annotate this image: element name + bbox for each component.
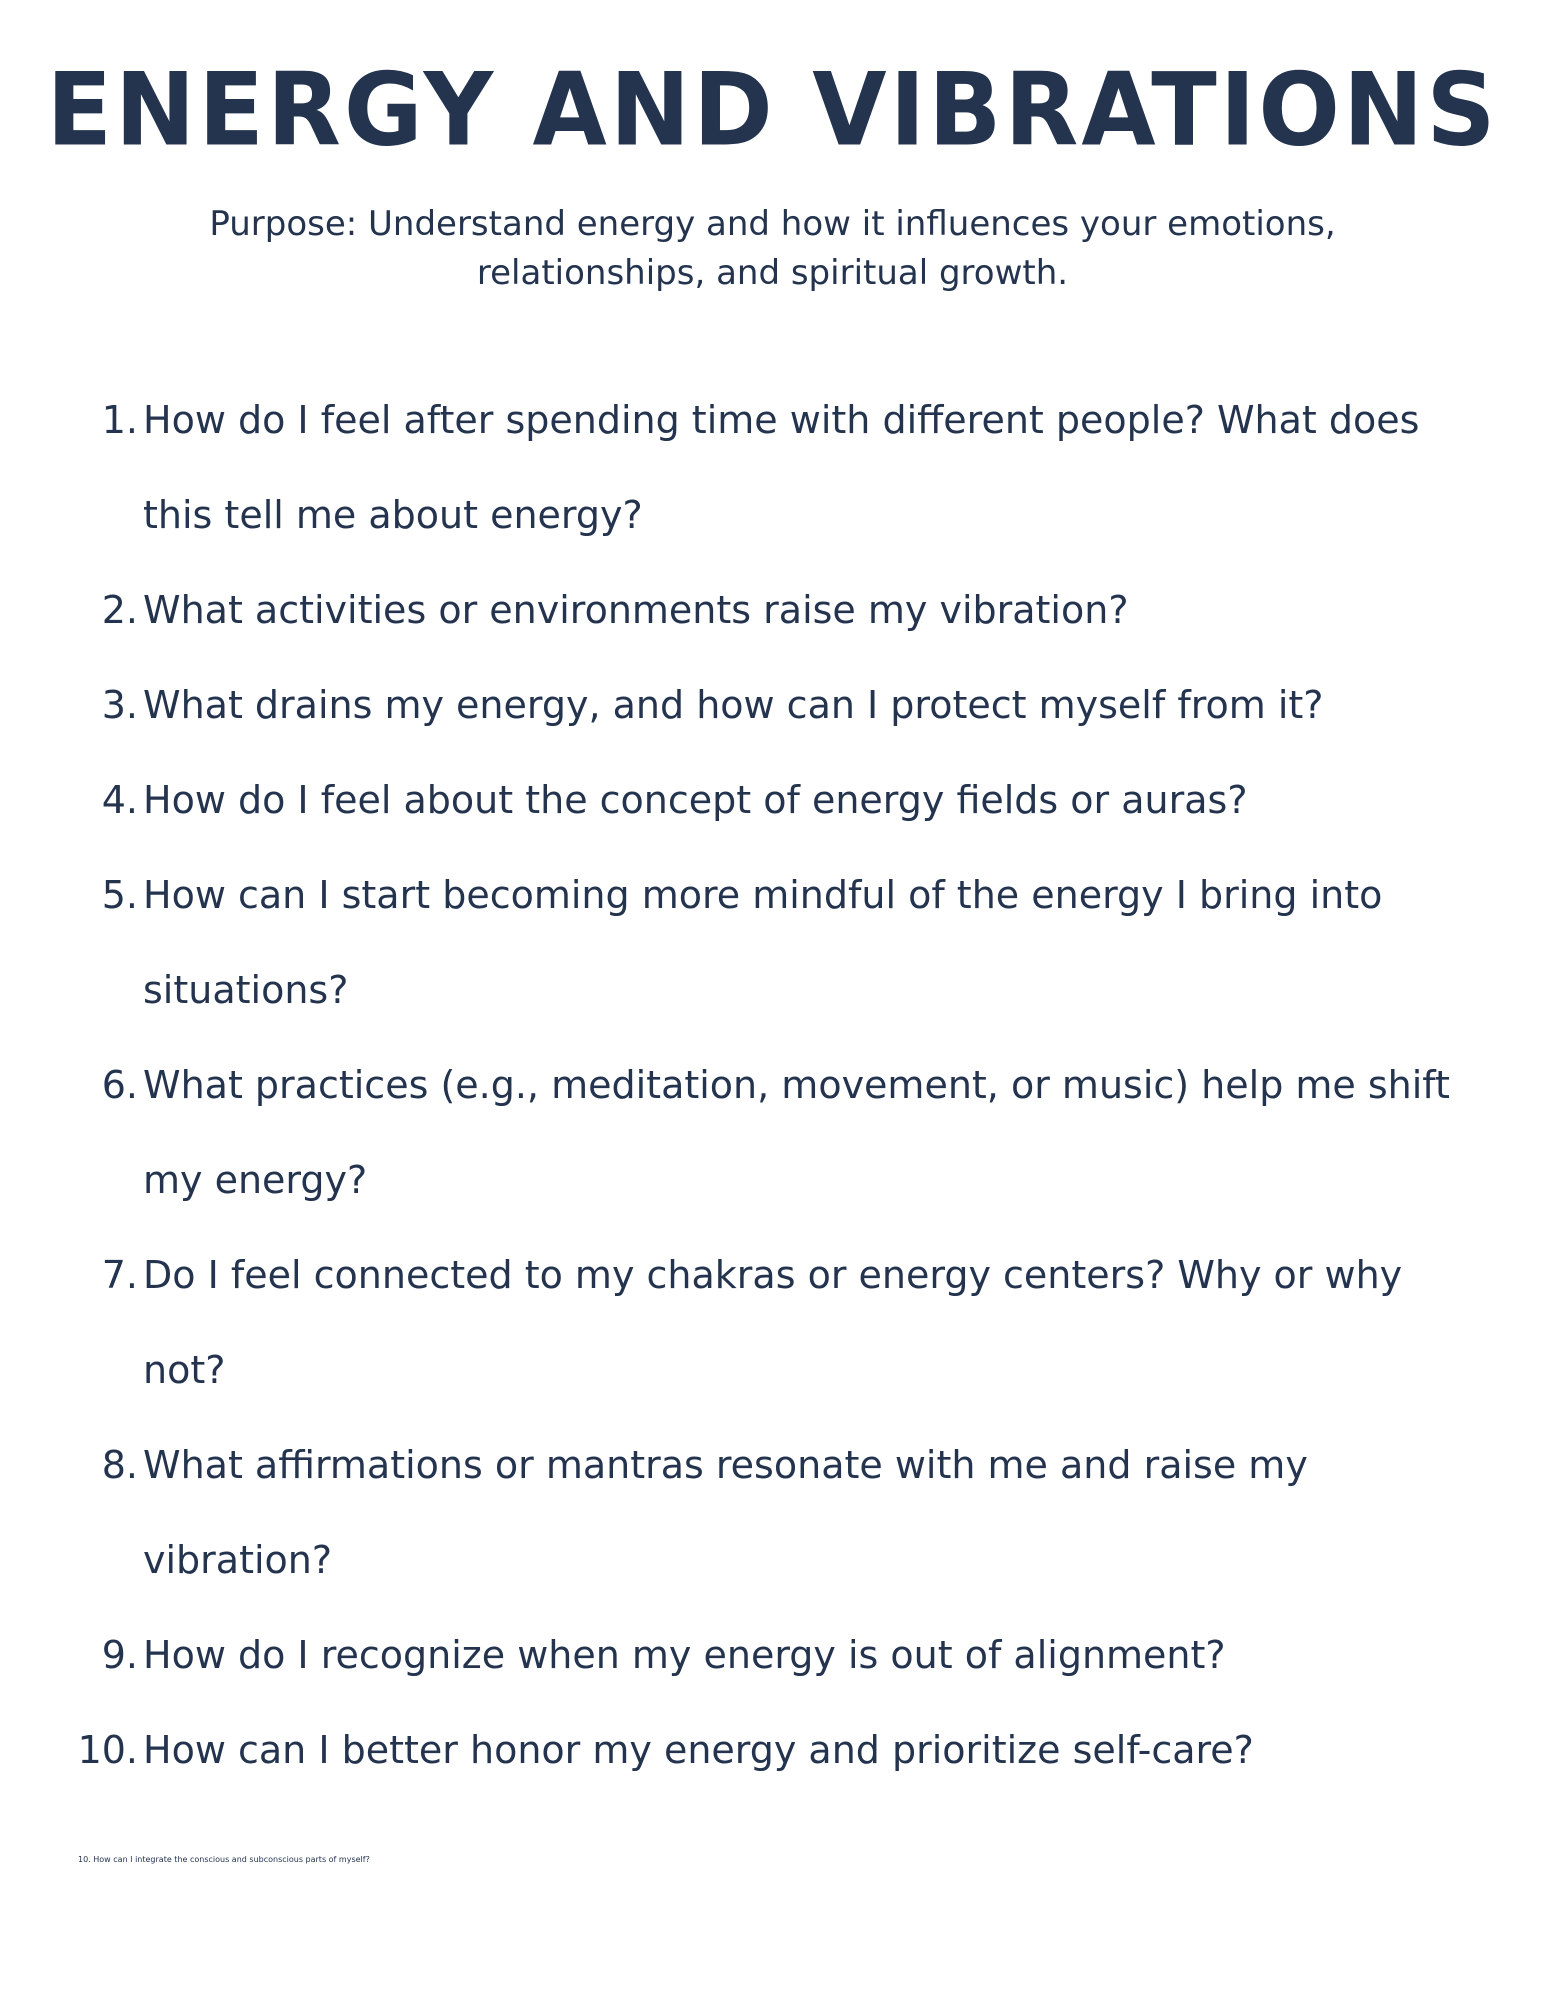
question-number: 5. [101, 873, 138, 917]
question-text-line: How do I feel after spending time with different people? What does [143, 398, 1420, 442]
question-number: 10. [77, 1728, 138, 1772]
question-text-line: How can I better honor my energy and prioritize self-care? [143, 1728, 1254, 1772]
question-number: 1. [101, 398, 138, 442]
page-title: ENERGY AND VIBRATIONS [46, 50, 1499, 169]
question-number: 7. [101, 1253, 138, 1297]
question-text-line: How do I feel about the concept of energy fields or auras? [143, 778, 1248, 822]
question-text-line: What drains my energy, and how can I protect myself from it? [143, 683, 1324, 727]
question-number: 3. [101, 683, 138, 727]
question-text-line: this tell me about energy? [143, 493, 643, 537]
question-number: 6. [101, 1063, 138, 1107]
question-text-line: my energy? [143, 1158, 368, 1202]
question-text-line: not? [143, 1348, 226, 1392]
purpose-line-1: Purpose: Understand energy and how it influences your emotions, [209, 204, 1336, 244]
question-text-line: situations? [143, 968, 349, 1012]
question-text-line: What activities or environments raise my vibration? [143, 588, 1129, 632]
question-text-line: Do I feel connected to my chakras or energy centers? Why or why [143, 1253, 1403, 1297]
question-number: 4. [101, 778, 138, 822]
question-text-line: How can I start becoming more mindful of the energy I bring into [143, 873, 1383, 917]
question-text-line: How do I recognize when my energy is out of alignment? [143, 1633, 1226, 1677]
question-number: 8. [101, 1443, 138, 1487]
purpose-line-2: relationships, and spiritual growth. [476, 253, 1069, 293]
question-number: 2. [101, 588, 138, 632]
question-text-line: vibration? [143, 1538, 333, 1582]
question-text-line: What affirmations or mantras resonate with me and raise my [143, 1443, 1308, 1487]
footnote: 10. How can I integrate the conscious and subconscious parts of myself? [78, 1855, 370, 1864]
question-number: 9. [101, 1633, 138, 1677]
question-text-line: What practices (e.g., meditation, movement, or music) help me shift [143, 1063, 1450, 1107]
